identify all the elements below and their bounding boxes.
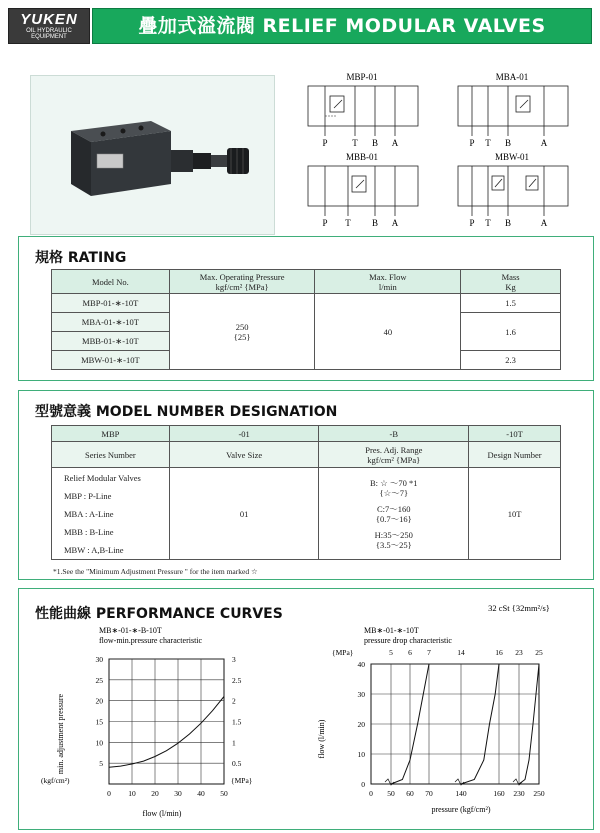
- y-tick-label: 40: [357, 660, 365, 669]
- code-series: MBP: [52, 426, 170, 442]
- design-number-cell: 10T: [469, 468, 561, 560]
- y-tick-label: 25: [95, 675, 103, 685]
- symbol-diagrams-svg: [300, 70, 590, 230]
- port-label: B: [504, 138, 512, 148]
- y-tick-label: 10: [357, 750, 365, 759]
- header-design: Design Number: [469, 442, 561, 468]
- top-tick-label: 5: [389, 648, 393, 657]
- footnote: *1.See the "Minimum Adjustment Pressure " for the item marked ☆: [53, 567, 258, 576]
- range-cell: [319, 468, 469, 560]
- rating-section: [18, 236, 594, 381]
- port-label: T: [352, 138, 358, 148]
- diagram-label-mbb: MBB-01: [345, 152, 379, 162]
- header-range-label: Pres. Adj. Range: [365, 444, 423, 455]
- y-tick-label: 20: [95, 696, 103, 706]
- right-chart-grid: [371, 664, 539, 785]
- port-label: B: [504, 218, 512, 228]
- code-size: -01: [169, 426, 319, 442]
- yuken-logo: [8, 8, 90, 44]
- series-item: MBW : A,B-Line: [64, 544, 124, 555]
- left-chart-title-2: flow-min.pressure characteristic: [99, 636, 203, 645]
- right-chart-title-1: MB∗-01-∗-10T: [364, 626, 419, 635]
- range-entry: [323, 504, 464, 524]
- y2-tick-label: 2: [232, 696, 236, 706]
- series-title: Relief Modular Valves: [64, 472, 141, 483]
- port-label: A: [391, 138, 399, 148]
- y-tick-label: 10: [95, 738, 103, 748]
- top-tick-label: 14: [457, 648, 465, 657]
- port-label: B: [371, 218, 379, 228]
- mass-cell: 1.5: [461, 294, 561, 313]
- x-tick-label: 140: [455, 789, 467, 798]
- header-pressure: [169, 270, 315, 294]
- left-chart-y2-unit: {MPa}: [231, 776, 253, 785]
- code-design: -10T: [469, 426, 561, 442]
- rating-title: 規格 RATING: [35, 250, 127, 266]
- left-chart-xlabel: flow (l/min): [142, 809, 182, 818]
- diagram-label-mbw: MBW-01: [494, 152, 530, 162]
- series-item: MBP : P-Line: [64, 490, 112, 501]
- x-tick-label: 50: [220, 789, 228, 798]
- header-pressure-label: Max. Operating Pressure: [199, 271, 285, 282]
- y-tick-label: 15: [95, 717, 103, 727]
- x-tick-label: 160: [493, 789, 505, 798]
- left-chart-ylabel: min. adjustment pressure: [56, 693, 65, 775]
- x-tick-label: 70: [425, 789, 433, 798]
- header-mass-label: Mass: [501, 271, 520, 282]
- model-cell: MBA-01-∗-10T: [52, 313, 170, 332]
- port-label: P: [322, 218, 328, 228]
- header-flow: [315, 270, 461, 294]
- port-label: A: [391, 218, 399, 228]
- y-tick-label: 30: [95, 655, 103, 664]
- port-label: P: [469, 218, 475, 228]
- rating-table: [51, 269, 561, 370]
- port-label: B: [371, 138, 379, 148]
- x-tick-label: 20: [151, 789, 159, 798]
- range-entry: [323, 530, 464, 550]
- product-photo: [30, 75, 275, 235]
- table-row: [52, 294, 561, 313]
- header-model: Model No.: [52, 270, 170, 294]
- header-flow-unit: l/min: [378, 281, 397, 292]
- model-designation-title: 型號意義 MODEL NUMBER DESIGNATION: [35, 404, 338, 420]
- viscosity-label: 32 cSt {32mm²/s}: [488, 603, 550, 613]
- port-label: P: [322, 138, 328, 148]
- header-range: [319, 442, 469, 468]
- logo-subtitle: OIL HYDRAULIC EQUIPMENT: [26, 28, 72, 40]
- y2-tick-label: 2.5: [232, 675, 242, 685]
- mass-cell: 2.3: [461, 351, 561, 370]
- top-tick-label: 16: [495, 648, 503, 657]
- range-line: {0.7～16}: [375, 513, 412, 524]
- diagram-label-mba: MBA-01: [495, 72, 529, 82]
- model-designation-table: [51, 425, 561, 560]
- range-entry: [323, 478, 464, 498]
- x-tick-label: 230: [513, 789, 525, 798]
- valve-size-cell: 01: [169, 468, 319, 560]
- y-tick-label: 5: [99, 759, 103, 769]
- left-chart-curve: [109, 697, 224, 768]
- header-mass-unit: Kg: [505, 281, 516, 292]
- y2-tick-label: 1: [232, 738, 236, 748]
- port-label: A: [540, 138, 548, 148]
- range-line: H:35～250: [374, 529, 413, 540]
- series-list: [52, 468, 170, 560]
- y-tick-label: 30: [357, 690, 365, 699]
- y2-tick-label: 1.5: [232, 717, 242, 727]
- range-line: {☆～7}: [379, 487, 409, 498]
- top-tick-label: 25: [535, 648, 543, 657]
- diagram-mbp: [308, 72, 418, 148]
- right-chart-top-unit: {MPa}: [332, 648, 354, 657]
- y-tick-label: 20: [357, 720, 365, 729]
- right-chart-title-2: pressure drop characteristic: [364, 636, 452, 645]
- x-tick-label: 0: [107, 789, 111, 798]
- right-chart-ylabel: flow (l/min): [317, 719, 326, 759]
- page-title: 疊加式溢流閥 RELIEF MODULAR VALVES: [92, 8, 592, 44]
- model-cell: MBW-01-∗-10T: [52, 351, 170, 370]
- flow-cell: 40: [315, 294, 461, 370]
- performance-charts: [19, 589, 595, 831]
- x-tick-label: 60: [406, 789, 414, 798]
- logo-brand: YUKEN: [20, 11, 78, 28]
- range-line: {3.5～25}: [375, 539, 412, 550]
- series-item: MBA : A-Line: [64, 508, 114, 519]
- top-tick-label: 7: [427, 648, 431, 657]
- x-tick-label: 30: [174, 789, 182, 798]
- diagram-mbw: [458, 152, 568, 228]
- header-range-unit: kgf/cm² {MPa}: [367, 454, 421, 465]
- valve-illustration: [31, 76, 276, 236]
- header-mass: [461, 270, 561, 294]
- performance-title: 性能曲線 PERFORMANCE CURVES: [35, 606, 283, 622]
- y2-tick-label: 3: [232, 655, 236, 664]
- port-label: T: [485, 218, 491, 228]
- range-line: B: ☆ ～70 *1: [370, 477, 418, 488]
- x-tick-label: 10: [128, 789, 136, 798]
- mass-cell: 1.6: [461, 313, 561, 351]
- x-tick-label: 250: [533, 789, 545, 798]
- series-item: MBB : B-Line: [64, 526, 114, 537]
- code-range: -B: [319, 426, 469, 442]
- port-label: T: [485, 138, 491, 148]
- right-chart-xlabel: pressure (kgf/cm²): [431, 805, 491, 814]
- pressure-value: 250: [235, 321, 249, 332]
- x-tick-label: 0: [369, 789, 373, 798]
- x-tick-label: 40: [197, 789, 205, 798]
- pressure-cell: [169, 294, 315, 370]
- left-chart-title-1: MB∗-01-∗-B-10T: [99, 626, 162, 635]
- model-cell: MBB-01-∗-10T: [52, 332, 170, 351]
- right-chart-ticks: [358, 648, 545, 798]
- hydraulic-symbols: [300, 70, 590, 230]
- top-tick-label: 6: [408, 648, 412, 657]
- pressure-value-mpa: {25}: [233, 331, 251, 342]
- range-line: C:7～160: [377, 503, 411, 514]
- header-pressure-unit: kgf/cm² {MPa}: [215, 281, 269, 292]
- left-chart-ticks: [96, 655, 242, 798]
- performance-section: [18, 588, 594, 830]
- y2-tick-label: 0.5: [232, 759, 242, 769]
- diagram-mba: [458, 72, 568, 148]
- y-tick-label: 0: [361, 780, 365, 789]
- x-tick-label: 50: [387, 789, 395, 798]
- diagram-label-mbp: MBP-01: [346, 72, 378, 82]
- port-label: A: [540, 218, 548, 228]
- header-flow-label: Max. Flow: [369, 271, 407, 282]
- model-cell: MBP-01-∗-10T: [52, 294, 170, 313]
- diagram-mbb: [308, 152, 418, 228]
- left-chart-y-unit: (kgf/cm²): [41, 776, 70, 785]
- header-size: Valve Size: [169, 442, 319, 468]
- top-tick-label: 23: [515, 648, 523, 657]
- port-label: P: [469, 138, 475, 148]
- header-series: Series Number: [52, 442, 170, 468]
- model-designation-section: [18, 390, 594, 580]
- port-label: T: [345, 218, 351, 228]
